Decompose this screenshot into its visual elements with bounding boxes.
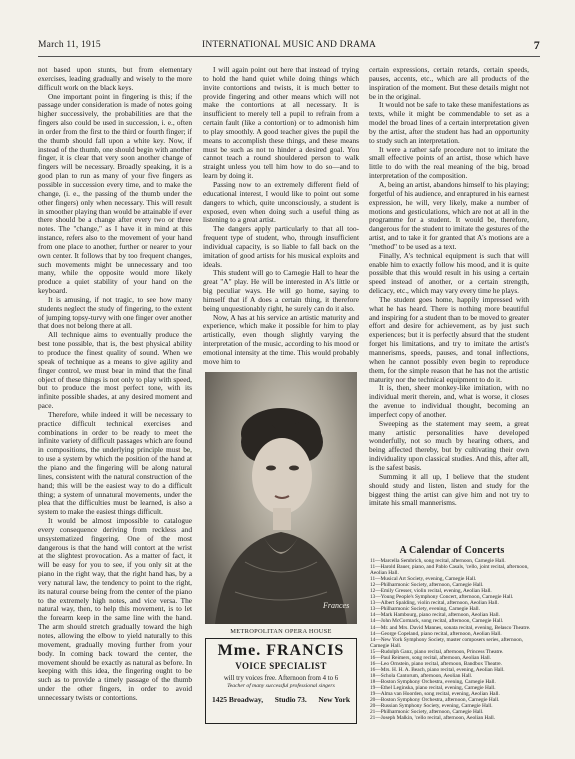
ad-teacher-note: Teacher of many successful professional singers bbox=[227, 683, 335, 689]
paragraph: Finally, A's technical equipment is such that will enable him to exactly follow his mood, and it is quite possible that this would result in his using a certain speed instead of another, or a certain strength, delicacy, etc., which may vary every time he plays. bbox=[369, 250, 529, 296]
header-rule bbox=[38, 56, 540, 57]
paragraph: It is, then, sheer monkey-like imitation, with no individual merit therein, and, what is worse, it closes the avenue to individual thought, becoming an imperfect copy of another. bbox=[369, 383, 529, 419]
paragraph: Therefore, while indeed it will be necessary to practice difficult technical exercises and combinations in order to be ready to meet the infinite variety of difficult passages which are found in compositions, the underlying principle must be, to use a system by which the position of the hand at the piano and the fingering will be along natural lines, consistent with the natural construction of the hand; this will be the easiest way to do a difficult thing; a system of unnatural movements, under the plea that the difficulties must be learned, is also a system to make the easiest things difficult. bbox=[38, 409, 192, 517]
page-number: 7 bbox=[533, 38, 540, 52]
calendar-item: 14—George Copeland, piano recital, afternoon, Aeolian Hall. bbox=[370, 630, 502, 637]
running-head bbox=[38, 40, 540, 54]
article-column-1 bbox=[38, 66, 192, 746]
paragraph: The student goes home, happily impressed with what he has heard. There is nothing more beautiful and inspiring for a student than to be moved to greater effort and desire for achievement, as by just such experiences; but it is perfectly absurd that the student forget his limitations, and try to imitate the artist's mannerisms, speeds, pauses, and tonal inflections, when he cannot possibly even begin to reproduce them, for the simple reason that he has not the artistic maturity nor the technical equipment to do it. bbox=[369, 294, 529, 384]
paragraph: It would be almost impossible to catalogue every consequence deriving from reckless and unsystematized fingering. One of the most dangerous is that the hand will contort at the wrist at the slightest provocation. As a matter of fact, it will be easy for you to see, if you only sit at the piano in the right way, that the right hand has, by a very natural law, the tendency to point to the right, its natural course being from the center of the piano to the extremely high notes, and vice versa. The natural way, then, to help this movement, is to let the forearm keep in the same line with the hand. The arm should stretch gradually toward the high notes, allowing the elbow to yield naturally to this movement, gradually moving further from your body. In coming back toward the center, the movement should be exactly as natural as before. In keeping with this idea, the fingering ought to be such as to provide a timely passage of the thumb under the other fingers, in order to avoid unnecessary twists or contortions. bbox=[38, 516, 192, 702]
calendar-title: A Calendar of Concerts bbox=[399, 545, 505, 556]
calendar-item: 12—Emily Gresser, violin recital, evening, Aeolian Hall. bbox=[370, 588, 492, 595]
calendar-item: 16—Mrs. H. H. A. Beach, piano recital, evening, Aeolian Hall. bbox=[370, 666, 505, 673]
calendar-item: 18—Boston Symphony Orchestra, evening, Carnegie Hall. bbox=[370, 678, 496, 685]
signature: Frances bbox=[323, 601, 350, 610]
calendar-item: 19—Alma van Hoorden, song recital, evening, Aeolian Hall. bbox=[370, 691, 500, 698]
paragraph: It were a rather safe procedure not to imitate the small effective points of an artist, those which have little to do with the real meaning of the big, broad interpretation of the composition. bbox=[369, 144, 529, 181]
ad-subtitle: VOICE SPECIALIST bbox=[235, 661, 327, 671]
calendar-item: 13—Albert Spalding, violin recital, afternoon, Aeolian Hall. bbox=[370, 600, 499, 607]
advertisement bbox=[205, 638, 357, 724]
calendar-item: 18—Schola Cantorum, afternoon, Aeolian Hall. bbox=[370, 672, 473, 679]
calendar-item: 14—John McCormack, song recital, afternoon, Carnegie Hall. bbox=[370, 618, 504, 625]
paragraph: One important point in fingering is this; if the passage under consideration is made of notes going higher successively, the probabilities are that the fingers also could be used in succession, i. e., often in order from the first to the third or fourth finger; if the thumb should fall upon a white key. Now, if instead of the thumb, one should begin with another finger, it is clear that very soon another change of fingers will be necessary. Broadly speaking, it is a good plan to run as many of your five fingers as possible in succession every time, and to make the change, (i. e., the passing of the thumb under the other fingers) only when necessary. This will result in smoother playing than would be attainable if ever there should be a change after every two or three notes. The "change," as I have it in mind at this instance, refers also to the movement of your hand from one place to another, further or nearer to your own center. It follows that by too frequent changes, such movements might be unnecessary and too many, while the opposite would more likely produce a quiet stability of your hand on the keyboard. bbox=[38, 91, 192, 296]
paragraph: It would not be safe to take these manifestations as texts, while it might be commendable to set as a model the broad lines of a certain interpretation given by the artist, after the student has had an opportunity to study such an interpretation. bbox=[369, 100, 529, 145]
calendar-item: 19—Ethel Leginska, piano recital, evening, Carnegie Hall. bbox=[370, 684, 496, 691]
calendar-item: 11—Musical Art Society, evening, Carnegie Hall. bbox=[370, 576, 477, 583]
paragraph: All technique aims to eventually produce the best tone possible, that is, the best physical ability to produce the finest quality of sound. When we speak of technique as a means to give agility and finger control, we must bear in mind that the final object of these things is not only to play with speed, but to produce the most perfect tone, with its infinite possible shades, at any desired moment and pace. bbox=[38, 330, 192, 411]
ad-address: 1425 Broadway, bbox=[212, 695, 264, 704]
calendar-item: 20—Boston Symphony Orchestra, afternoon, Carnegie Hall. bbox=[370, 697, 500, 704]
article-column-3 bbox=[369, 66, 529, 516]
paragraph: This student will go to Carnegie Hall to hear the great "A" play. He will be interested in A's little or big peculiar ways. He will go home, saying to himself that if A does a certain thing, it therefore being unquestionably right, he surely can do it also. bbox=[203, 268, 359, 313]
calendar-item: 13—Philharmonic Society, evening, Carnegie Hall. bbox=[370, 606, 480, 613]
publication-title: INTERNATIONAL MUSIC AND DRAMA bbox=[201, 40, 377, 50]
calendar-list bbox=[370, 558, 532, 721]
calendar-item: 14—Mark Hambourg, piano recital, afternoon, Aeolian Hall. bbox=[370, 612, 500, 619]
calendar-item: 14—New York Symphony Society, master composers series, afternoon, Carnegie Hall. bbox=[370, 636, 523, 649]
calendar-item: 21—Philharmonic Society, afternoon, Carnegie Hall. bbox=[370, 709, 484, 716]
paragraph: Now, A has at his service an artistic maturity and experience, which make it possible for him to play artistically, even though slightly varying the interpretation of the music, according to his mood or emotional intensity at the time. This would probably move him to bbox=[203, 312, 359, 366]
ad-studio: Studio 73. bbox=[274, 695, 307, 704]
calendar-item: 15—Rudolph Ganz, piano recital, afternoon, Princess Theatre. bbox=[370, 648, 504, 655]
calendar-item: 11—Harold Bauer, piano, and Pablo Casals, 'cello, joint recital, afternoon, Aeolian Hall. bbox=[370, 564, 529, 577]
paragraph: not based upon stunts, but from elementary exercises, leading gradually and wisely to the more difficult work on the black keys. bbox=[38, 66, 192, 92]
ad-address-line bbox=[206, 695, 356, 704]
paragraph: Summing it all up, I believe that the student should study and listen, listen and study for the biggest thing the artist can give him and not try to imitate his small mannerisms. bbox=[369, 471, 529, 508]
paragraph: A, being an artist, abandons himself to his playing; forgetful of his audience, and enraptured in his earnest expression, he will, very likely, make a number of motions and gesticulations, which are not at all in the programme for a student. It would be, therefore, dangerous for the student to imitate the gestures of the artist, and to take it for granted that A's motions are a "method" to be used as a text. bbox=[369, 179, 529, 251]
portrait-photo bbox=[205, 372, 357, 624]
calendar-item: 12—Philharmonic Society, afternoon, Carnegie Hall. bbox=[370, 582, 484, 589]
calendar-item: 11—Marcella Sembrich, song recital, afternoon, Carnegie Hall. bbox=[370, 558, 506, 564]
ad-city: New York bbox=[318, 695, 350, 704]
article-column-2 bbox=[203, 66, 359, 366]
paragraph: The dangers apply particularly to that all too-frequent type of student, who, through insufficient individual capacity, is so liable to fall back on the imitation of good artists for his musical exploits and ideals. bbox=[203, 224, 359, 269]
calendar-item: 20—Russian Symphony Society, evening, Carnegie Hall. bbox=[370, 703, 493, 710]
paragraph: certain expressions, certain retards, certain speeds, pauses, accents, etc., which are all products of the inspiration of the moment. But these details might not be in the original. bbox=[369, 66, 529, 101]
paragraph: It is amusing, if not tragic, to see how many students neglect the study of fingering, to the extent of jumping topsy-turvy with one finger over another that does not belong there at all. bbox=[38, 294, 192, 331]
ad-name: Mme. FRANCIS bbox=[217, 642, 345, 659]
paragraph: Passing now to an extremely different field of educational interest, I would like to point out some dangers to which, quite unconsciously, a student is exposed, even when doing such a useful thing as listening to a great artist. bbox=[203, 179, 359, 225]
calendar-item: 21—Joseph Malkin, 'cello recital, afternoon, Aeolian Hall. bbox=[370, 715, 496, 722]
issue-date: March 11, 1915 bbox=[38, 40, 101, 50]
paragraph: I will again point out here that instead of trying to hold the hand quiet while doing things which invite contortions and twists, it is much better to provide fingering and other means which will not make the contortions at all necessary. It is insufficient to merely tell a pupil to refrain from a certain fault (like a contortion) or to admonish him to play smoothly. A good teacher gives the pupil the means to accomplish these things, and these means must be such as not to hinder a desired goal. You cannot teach a round shouldered person to walk straight unless you tell him how to do so—and to learn by doing it. bbox=[203, 66, 359, 181]
calendar-item: 13—Young People's Symphony Concert, afternoon, Carnegie Hall. bbox=[370, 594, 514, 601]
calendar-item: 16—Paul Reimers, song recital, afternoon, Aeolian Hall. bbox=[370, 654, 492, 661]
ad-fees: will try voices free. Afternoon from 4 to 6 bbox=[223, 675, 339, 682]
calendar-item: 16—Leo Ornstein, piano recital, afternoon, Bandbox Theatre. bbox=[370, 660, 502, 667]
calendar-item: 14—Mr. and Mrs. David Mannes, sonata recital, evening, Belasco Theatre. bbox=[370, 624, 531, 631]
paragraph: Sweeping as the statement may seem, a great many artistic personalities have developed wonderfully, not so much by hearing others, and being affected thereby, but by cultivating their own individuality upon classical studies. And this, after all, is the safest basis. bbox=[369, 418, 529, 472]
portrait-caption: METROPOLITAN OPERA HOUSE bbox=[230, 628, 332, 635]
